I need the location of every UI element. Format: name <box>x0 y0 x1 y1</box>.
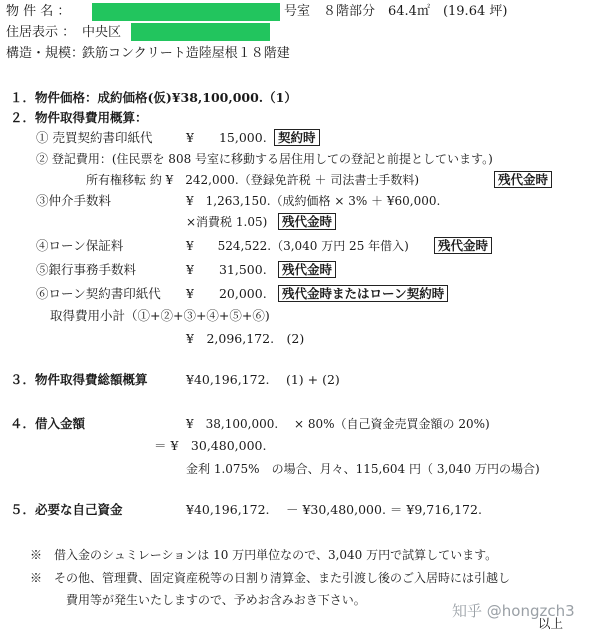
cost-4-amount: ¥ 524,522.（3,040 万円 25 年借入) <box>186 239 409 253</box>
cost-3-sub: ×消費税 1.05) <box>186 215 268 229</box>
cost-3-amount: ¥ 1,263,150.（成約価格 × 3% ＋ ¥60,000. <box>186 194 441 208</box>
cost-2-sub: 所有権移転 約 ¥ 242,000.（登録免許税 ＋ 司法書士手数料) <box>86 173 420 187</box>
item-5-value: ¥40,196,172. － ¥30,480,000. ＝ ¥9,716,172. <box>186 502 482 517</box>
note-3: 費用等が発生いたしますので、予めお含みおき下さい。 <box>66 593 366 607</box>
item-2-heading: ２．物件取得費用概算： <box>10 110 148 125</box>
cost-2-tag: 残代金時 <box>494 171 552 188</box>
redaction-block <box>92 3 280 21</box>
cost-6-amount: ¥ 20,000. <box>186 286 267 301</box>
item-4-rate: 金利 1.075% の場合、月々、115,604 円（ 3,040 万円の場合) <box>186 462 540 476</box>
address-value: 中央区 <box>82 25 122 40</box>
structure-label: 構造・規模： <box>6 46 85 61</box>
property-name-label: 物 件 名 ： <box>6 4 71 19</box>
cost-3-tag: 残代金時 <box>278 213 336 230</box>
cost-3-label: ③仲介手数料 <box>36 193 112 208</box>
cost-1-label: ① 売買契約書印紙代 <box>36 130 153 145</box>
subtotal-amount: ¥ 2,096,172. (2) <box>186 331 305 346</box>
item-5-label: ５．必要な自己資金 <box>10 502 123 517</box>
cost-5-amount: ¥ 31,500. <box>186 262 267 277</box>
address-label: 住居表示 ： <box>6 25 76 40</box>
note-2: ※ その他、管理費、固定資産税等の日割り清算金、また引渡し後のご入居時には引越し <box>30 571 511 585</box>
item-4-equals: ＝ ¥ 30,480,000. <box>154 438 267 453</box>
item-3-label: ３．物件取得費総額概算 <box>10 372 148 387</box>
cost-4-tag: 残代金時 <box>434 237 492 254</box>
cost-1-tag: 契約時 <box>274 129 320 146</box>
room-info: 号室 ８階部分 64.4㎡ (19.64 坪) <box>284 4 508 19</box>
redaction-block <box>131 23 270 41</box>
cost-1-amount: ¥ 15,000. <box>186 130 267 145</box>
cost-5-label: ⑤銀行事務手数料 <box>36 262 137 277</box>
closing-text: 以上 <box>538 616 564 631</box>
subtotal-label: 取得費用小計（①+②+③+④+⑤+⑥) <box>50 308 270 323</box>
structure-value: 鉄筋コンクリート造陸屋根１８階建 <box>82 46 290 61</box>
watermark: 知乎 @hongzch3 <box>452 602 575 620</box>
cost-2-label: ② 登記費用：(住民票を 808 号室に移動する居住用しての登記と前提としています。) <box>36 152 493 166</box>
item-4-label: ４．借入金額 <box>10 416 86 431</box>
item-1-price: １．物件価格：成約価格(仮)¥38,100,000.（1） <box>10 90 297 105</box>
cost-6-label: ⑥ローン契約書印紙代 <box>36 286 161 301</box>
cost-6-tag: 残代金時またはローン契約時 <box>278 285 448 302</box>
item-4-value: ¥ 38,100,000. × 80%（自己資金売買金額の 20%) <box>186 417 490 431</box>
item-3-value: ¥40,196,172. (1) + (2) <box>186 372 340 387</box>
cost-4-label: ④ローン保証料 <box>36 238 124 253</box>
cost-5-tag: 残代金時 <box>278 261 336 278</box>
note-1: ※ 借入金のシュミレーションは 10 万円単位なので、3,040 万円で試算しています。 <box>30 548 498 562</box>
